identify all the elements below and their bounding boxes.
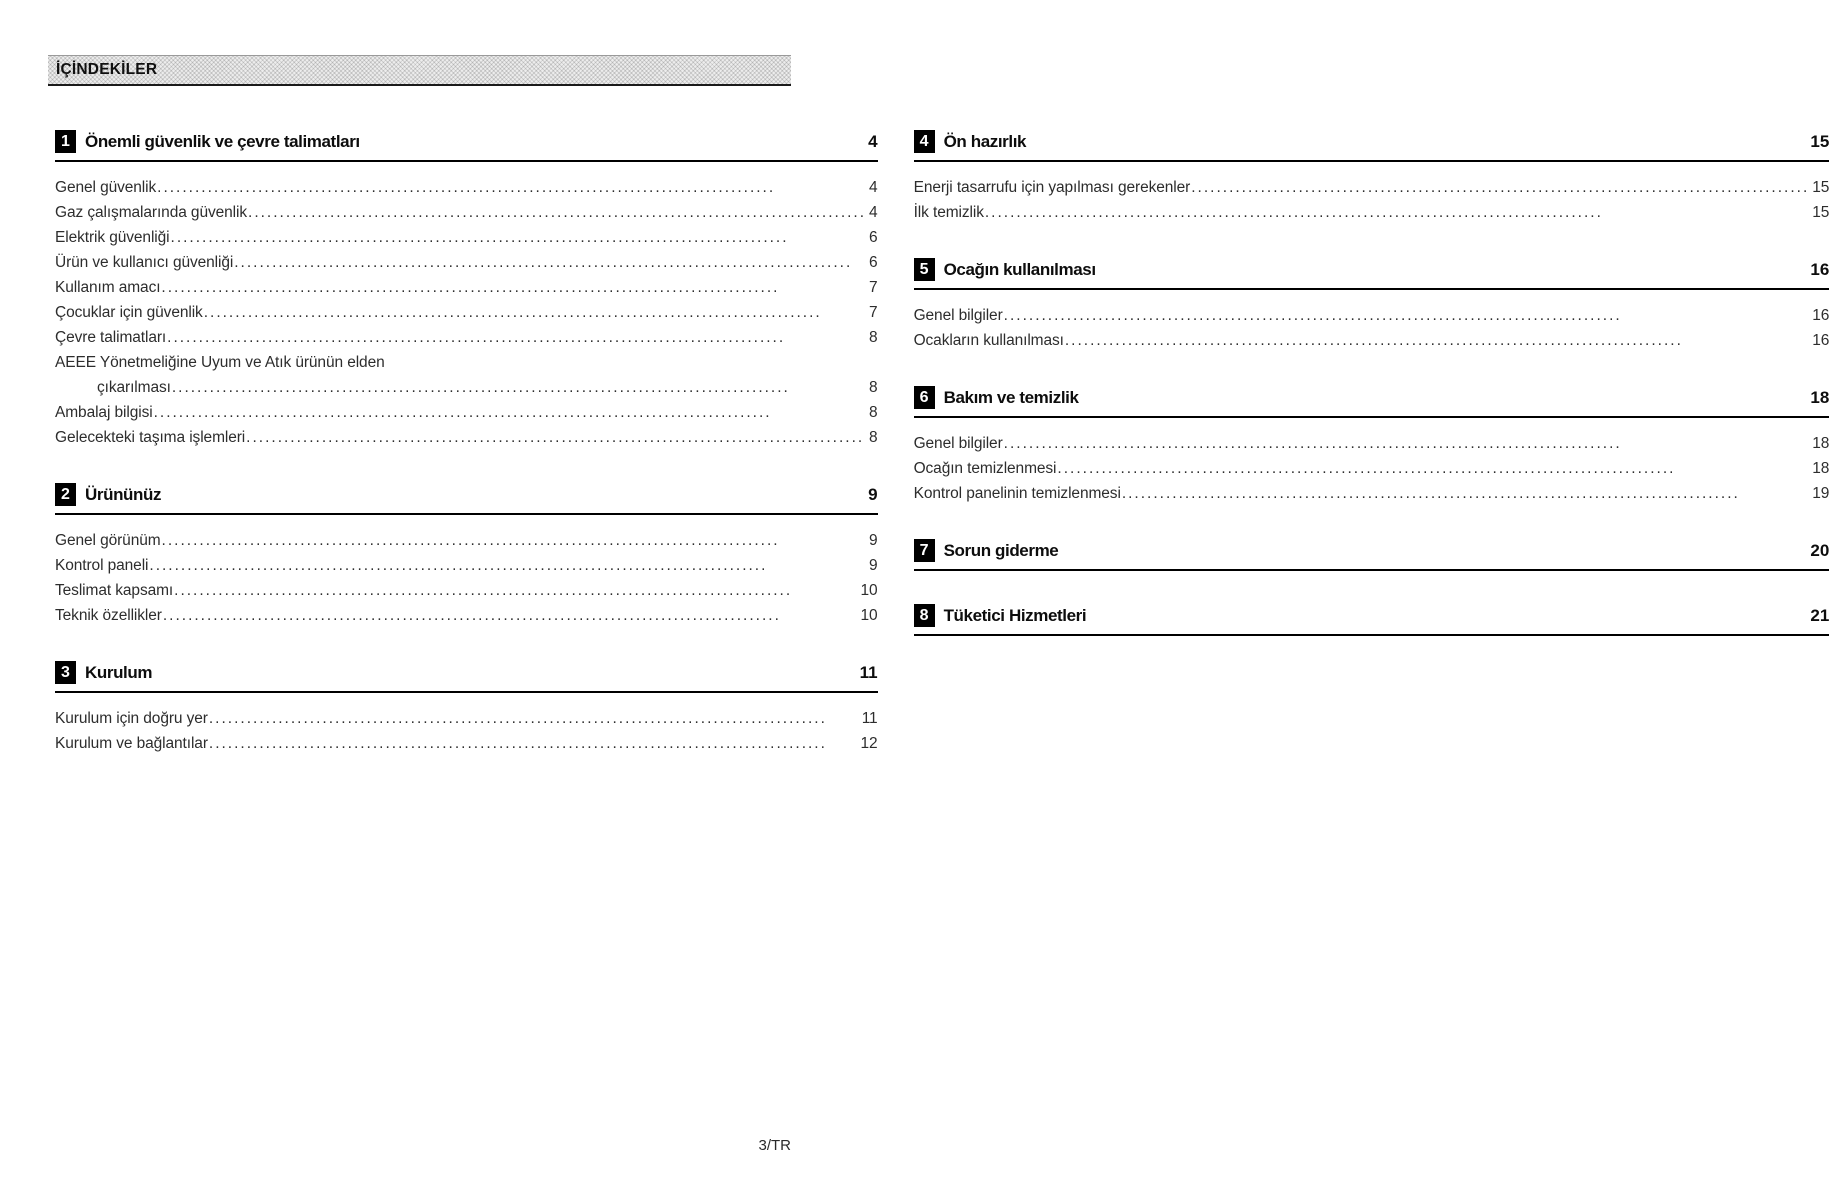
entry-label: Gaz çalışmalarında güvenlik <box>55 204 248 221</box>
dot-leader-icon <box>204 300 866 325</box>
section-title: Ocağın kullanılması <box>943 259 1096 279</box>
toc-section <box>914 130 1829 225</box>
entry-page-number: 7 <box>869 279 878 296</box>
dot-leader-icon <box>209 731 858 756</box>
entry-label: Çocuklar için güvenlik <box>55 304 203 321</box>
entry-page-number: 18 <box>1812 435 1829 452</box>
section-heading <box>55 130 878 162</box>
toc-entry <box>55 400 878 425</box>
toc-entry <box>55 200 878 225</box>
section-heading <box>914 539 1829 571</box>
dot-leader-icon <box>1065 328 1809 353</box>
dot-leader-icon <box>985 200 1809 225</box>
section-page-number: 11 <box>859 662 878 682</box>
section-page-number: 4 <box>868 131 878 151</box>
entry-page-number: 8 <box>869 404 878 421</box>
entry-page-number: 7 <box>869 304 878 321</box>
section-page-number: 21 <box>1810 605 1829 625</box>
toc-section <box>914 539 1829 571</box>
toc-entry <box>55 578 878 603</box>
toc-entry <box>55 528 878 553</box>
section-heading <box>55 661 878 693</box>
section-heading <box>914 258 1829 290</box>
dot-leader-icon <box>149 553 866 578</box>
dot-leader-icon <box>154 400 866 425</box>
dot-leader-icon <box>172 375 866 400</box>
entry-label: Genel bilgiler <box>913 307 1003 324</box>
section-page-number: 16 <box>1810 259 1829 279</box>
dot-leader-icon <box>1057 456 1809 481</box>
toc-entry <box>55 175 878 200</box>
dot-leader-icon <box>171 225 867 250</box>
section-number-badge: 2 <box>55 483 76 506</box>
entry-label: Kontrol panelinin temizlenmesi <box>913 485 1121 502</box>
section-page-number: 20 <box>1810 540 1829 560</box>
section-number-badge: 4 <box>914 130 935 153</box>
toc-entry <box>914 431 1829 456</box>
section-title: Önemli güvenlik ve çevre talimatları <box>85 131 360 151</box>
entry-page-number: 4 <box>869 179 878 196</box>
section-heading <box>914 604 1829 636</box>
dot-leader-icon <box>1004 431 1810 456</box>
entry-label: Kurulum için doğru yer <box>55 710 208 727</box>
dot-leader-icon <box>162 528 867 553</box>
section-number-badge: 1 <box>55 130 76 153</box>
dot-leader-icon <box>1191 175 1809 200</box>
toc-entry <box>55 350 878 375</box>
dot-leader-icon <box>174 578 857 603</box>
toc-right-column <box>914 130 1829 789</box>
toc-entry <box>914 456 1829 481</box>
entry-label: İlk temizlik <box>913 204 984 221</box>
dot-leader-icon <box>1004 303 1810 328</box>
section-title: Sorun giderme <box>943 540 1059 560</box>
section-title: Tüketici Hizmetleri <box>943 605 1087 625</box>
toc-left-column <box>55 130 878 789</box>
entry-label: Çevre talimatları <box>55 329 167 346</box>
toc-entry <box>914 303 1829 328</box>
dot-leader-icon <box>248 200 866 225</box>
entry-page-number: 6 <box>869 229 878 246</box>
section-heading <box>914 130 1829 162</box>
entry-label: Ocağın temizlenmesi <box>913 460 1057 477</box>
entry-page-number: 12 <box>860 735 878 752</box>
toc-entry <box>55 603 878 628</box>
toc-entry <box>55 325 878 350</box>
dot-leader-icon <box>167 325 866 350</box>
section-title: Ön hazırlık <box>943 131 1027 151</box>
section-number-badge: 3 <box>55 661 76 684</box>
entry-label: çıkarılması <box>97 379 171 396</box>
entry-page-number: 9 <box>869 532 878 549</box>
entry-label: Genel güvenlik <box>55 179 157 196</box>
entry-page-number: 11 <box>861 710 878 727</box>
entry-label: Kontrol paneli <box>55 557 149 574</box>
section-heading <box>914 386 1829 418</box>
toc-section <box>55 483 878 628</box>
section-number-badge: 8 <box>914 604 935 627</box>
entry-page-number: 8 <box>869 329 878 346</box>
dot-leader-icon <box>246 425 866 450</box>
toc-entry <box>55 425 878 450</box>
toc-entry <box>55 731 878 756</box>
entry-label: AEEE Yönetmeliğine Uyum ve Atık ürünün elden <box>55 354 385 371</box>
toc-entry <box>55 553 878 578</box>
entry-page-number: 8 <box>869 379 878 396</box>
section-number-badge: 7 <box>914 539 935 562</box>
toc-section <box>55 130 878 450</box>
entry-label: Teslimat kapsamı <box>55 582 174 599</box>
entry-page-number: 15 <box>1812 204 1829 221</box>
page-footer: 3/TR <box>758 1137 791 1154</box>
toc-section <box>914 604 1829 636</box>
entry-page-number: 6 <box>869 254 878 271</box>
entry-page-number: 16 <box>1812 307 1829 324</box>
entry-page-number: 4 <box>869 204 878 221</box>
section-title: Kurulum <box>85 662 153 682</box>
toc-entry <box>914 328 1829 353</box>
entry-label: Elektrik güvenliği <box>55 229 170 246</box>
dot-leader-icon <box>1122 481 1809 506</box>
entry-label: Ocakların kullanılması <box>913 332 1064 349</box>
entry-label: Ambalaj bilgisi <box>55 404 153 421</box>
section-title: Ürününüz <box>85 484 162 504</box>
contents-title: İÇİNDEKİLER <box>56 61 158 78</box>
section-title: Bakım ve temizlik <box>943 387 1079 407</box>
entry-page-number: 10 <box>860 582 878 599</box>
entry-page-number: 16 <box>1812 332 1829 349</box>
toc-section <box>914 386 1829 506</box>
section-page-number: 9 <box>868 484 878 504</box>
entry-label: Genel görünüm <box>55 532 161 549</box>
dot-leader-icon <box>163 603 858 628</box>
entry-page-number: 18 <box>1812 460 1829 477</box>
toc-entry <box>914 175 1829 200</box>
entry-label: Ürün ve kullanıcı güvenliği <box>55 254 234 271</box>
entry-page-number: 9 <box>869 557 878 574</box>
entry-page-number: 15 <box>1812 179 1829 196</box>
entry-page-number: 8 <box>869 429 878 446</box>
toc-entry <box>55 375 878 400</box>
entry-page-number: 19 <box>1812 485 1829 502</box>
entry-label: Enerji tasarrufu için yapılması gerekenler <box>913 179 1191 196</box>
section-number-badge: 5 <box>914 258 935 281</box>
entry-label: Kullanım amacı <box>55 279 161 296</box>
toc-section <box>914 258 1829 353</box>
entry-label: Genel bilgiler <box>913 435 1003 452</box>
toc-entry <box>914 481 1829 506</box>
toc-entry <box>55 275 878 300</box>
dot-leader-icon <box>157 175 866 200</box>
entry-label: Teknik özellikler <box>55 607 162 624</box>
toc-section <box>55 661 878 756</box>
section-page-number: 18 <box>1810 387 1829 407</box>
entry-label: Kurulum ve bağlantılar <box>55 735 208 752</box>
contents-header-band <box>48 55 791 86</box>
section-number-badge: 6 <box>914 386 935 409</box>
toc-entry <box>55 250 878 275</box>
dot-leader-icon <box>209 706 859 731</box>
toc-entry <box>55 225 878 250</box>
toc-entry <box>55 706 878 731</box>
entry-label: Gelecekteki taşıma işlemleri <box>55 429 246 446</box>
toc-entry <box>914 200 1829 225</box>
toc-columns <box>55 130 1829 789</box>
toc-entry <box>55 300 878 325</box>
section-page-number: 15 <box>1810 131 1829 151</box>
entry-page-number: 10 <box>860 607 878 624</box>
dot-leader-icon <box>234 250 866 275</box>
dot-leader-icon <box>161 275 866 300</box>
section-heading <box>55 483 878 515</box>
